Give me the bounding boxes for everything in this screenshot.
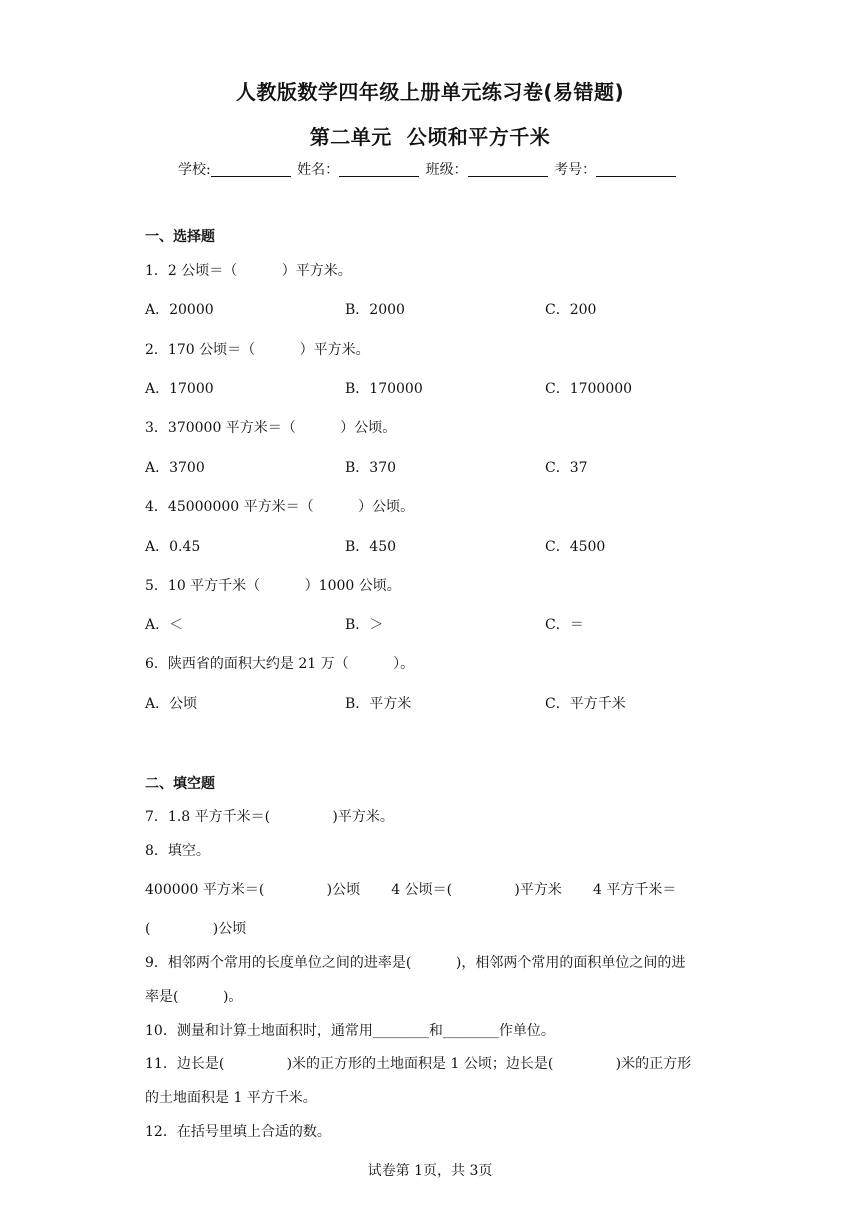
q6-option-c[interactable]: C．平方千米 xyxy=(545,696,626,712)
question-2: 2．170 公顷＝（ ）平方米。 xyxy=(145,342,370,358)
q1-option-c[interactable]: C．200 xyxy=(545,302,597,318)
q3-option-b[interactable]: B．370 xyxy=(345,460,397,476)
q4-option-b[interactable]: B．450 xyxy=(345,539,397,555)
class-blank[interactable] xyxy=(468,162,548,177)
q5-option-c[interactable]: C．＝ xyxy=(545,617,584,633)
question-11-line-2: 的土地面积是 1 平方千米。 xyxy=(145,1090,317,1106)
exam-number-label: 考号： xyxy=(554,162,597,178)
unit-subtitle: 第二单元 公顷和平方千米 xyxy=(309,125,551,149)
question-9: 9．相邻两个常用的长度单位之间的进率是( )，相邻两个常用的面积单位之间的进 xyxy=(145,955,686,971)
question-1: 1．2 公顷＝（ ）平方米。 xyxy=(145,263,352,279)
question-8: 8．填空。 xyxy=(145,843,210,859)
q5-option-a[interactable]: A．＜ xyxy=(145,617,184,633)
q1-option-b[interactable]: B．2000 xyxy=(345,302,405,318)
section-heading-fill: 二、填空题 xyxy=(145,776,215,792)
q6-option-b[interactable]: B．平方米 xyxy=(345,696,412,712)
question-12: 12．在括号里填上合适的数。 xyxy=(145,1124,331,1140)
question-3: 3．370000 平方米＝（ ）公顷。 xyxy=(145,420,397,436)
page-footer: 试卷第 1页，共 3页 xyxy=(367,1163,493,1179)
q1-option-a[interactable]: A．20000 xyxy=(145,302,214,318)
school-blank[interactable] xyxy=(211,162,291,177)
section-heading-choice: 一、选择题 xyxy=(145,229,215,245)
q3-option-c[interactable]: C．37 xyxy=(545,460,588,476)
name-label: 姓名： xyxy=(297,162,340,178)
q2-option-b[interactable]: B．170000 xyxy=(345,381,423,397)
question-8-line-1: 400000 平方米＝( )公顷 4 公顷＝( )平方米 4 平方千米＝ xyxy=(145,882,677,898)
question-4: 4．45000000 平方米＝（ ）公顷。 xyxy=(145,499,415,515)
school-label: 学校: xyxy=(178,162,211,178)
question-5: 5．10 平方千米（ ）1000 公顷。 xyxy=(145,578,401,594)
q4-option-c[interactable]: C．4500 xyxy=(545,539,606,555)
question-11: 11．边长是( )米的正方形的土地面积是 1 公顷；边长是( )米的正方形 xyxy=(145,1056,692,1072)
question-8-line-2: ( )公顷 xyxy=(145,921,247,937)
question-10: 10．测量和计算土地面积时，通常用________和________作单位。 xyxy=(145,1023,555,1039)
q6-option-a[interactable]: A．公顷 xyxy=(145,696,198,712)
question-6: 6．陕西省的面积大约是 21 万（ ）。 xyxy=(145,656,415,672)
class-label: 班级： xyxy=(425,162,468,178)
name-blank[interactable] xyxy=(339,162,419,177)
student-info-line xyxy=(178,159,678,179)
q4-option-a[interactable]: A．0.45 xyxy=(145,539,201,555)
document-title: 人教版数学四年级上册单元练习卷(易错题) xyxy=(235,80,625,104)
q2-option-c[interactable]: C．1700000 xyxy=(545,381,633,397)
question-9-line-2: 率是( )。 xyxy=(145,989,243,1005)
q3-option-a[interactable]: A．3700 xyxy=(145,460,205,476)
exam-number-blank[interactable] xyxy=(596,162,676,177)
question-7: 7．1.8 平方千米＝( )平方米。 xyxy=(145,809,394,825)
q5-option-b[interactable]: B．＞ xyxy=(345,617,384,633)
q2-option-a[interactable]: A．17000 xyxy=(145,381,214,397)
